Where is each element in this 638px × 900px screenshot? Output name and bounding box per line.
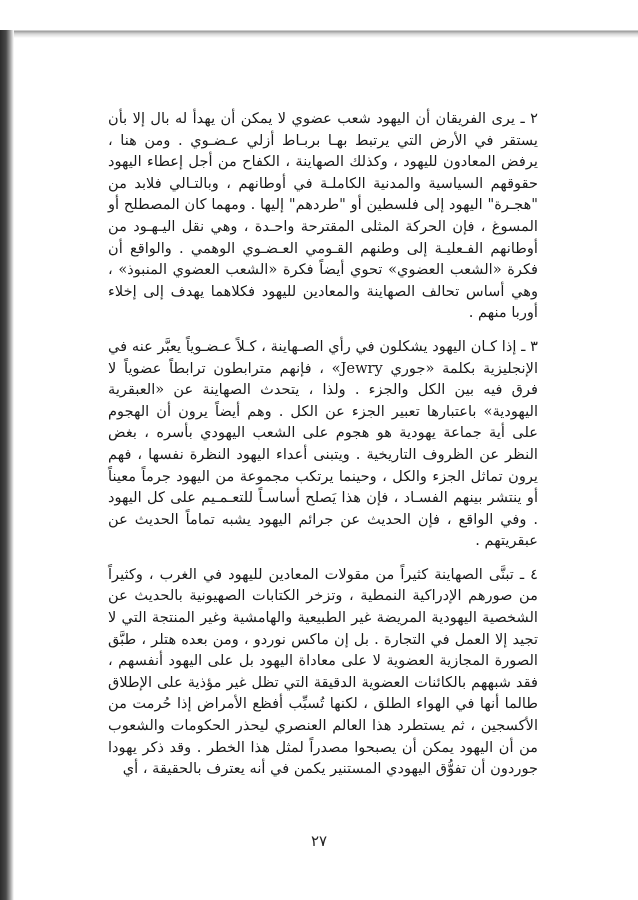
- paragraph-4: ٤ ـ تبنَّى الصهاينة كثيراً من مقولات المعادين لليهود في الغرب ، وكثيراً من صورهم الإدراكية النمطية ، وتزخر الكتابات الصهيونية بالحديث عن الشخصية اليهودية المريضة غير الطبيعية والهامشية وغير المنتجة التي لا تجيد إلا العمل في التجارة . بل إن ماكس نوردو ، ومن بعده هتلر ، طبَّق الصورة المجازية العضوية لا على معاداة اليهود بل على اليهود أنفسهم ، فقد شبههم بالكائنات العضوية الدقيقة التي تظل غير مؤذية على الإطلاق طالما أنها في الهواء الطلق ، لكنها تُسبِّب أفظع الأمراض إذا حُرمت من الأكسجين ، ثم يستطرد هذا العالم العنصري ليحذر الحكومات والشعوب من أن اليهود يمكن أن يصبحوا مصدراً لمثل هذا الخطر . وقد ذكر يهودا جوردون أن تفوُّق اليهودي المستنير يكمن في أنه يعترف بالحقيقة ، أي: [108, 565, 538, 778]
- text-body: [108, 108, 538, 792]
- paragraph-3: ٣ ـ إذا كـان اليهود يشكلون في رأي الصـهاينة ، كـلاً عـضـوياً يعبَّر عنه في الإنجليزية بكلمة «جوري Jewry» ، فإنهم مترابطون ترابطاً عضوياً لا فرق فيه بين الكل والجزء . ولذا ، يتحدث الصهاينة عن «العبقرية اليهودية» باعتبارها تعبير الجزء عن الكل . وهم أيضاً يرون أن الهجوم على أية جماعة يهودية هو هجوم على الشعب اليهودي بأسره ، بغض النظر عن الظروف التاريخية . ويتبنى أعداء اليهود النظرة نفسها ، فهم يرون تماثل الجزء والكل ، وحينما يرتكب مجموعة من اليهود جرماً معيناً أو ينتشر بينهم الفسـاد ، فإن هذا يَصلح أساسـاً للتعـمـيم على كل اليهود . وفي الواقع ، فإن الحديث عن جرائم اليهود يشبه تماماً الحديث عن عبقريتهم .: [108, 337, 538, 550]
- paragraph-2: ٢ ـ يرى الفريقان أن اليهود شعب عضوي لا يمكن أن يهدأ له بال إلا بأن يستقر في الأرض التي يرتبط بهـا بربـاط أزلي عـضـوي . ومن هنا ، يرفض المعادون لليهود ، وكذلك الصهاينة ، الكفاح من أجل إعطاء اليهود حقوقهم السياسية والمدنية الكاملـة في أوطانهم ، وبالتـالي فلابد من "هجـرة" اليهود إلى فلسطين أو "طردهم" إليها . ومهما كان المصطلح أو المسوغ ، فإن الحركة المثلى المقترحة واحـدة ، وهي نقل اليـهـود من أوطانهم الفـعليـة إلى وطنهم القـومي العـضـوي الوهمي . والواقع أن فكرة «الشعب العضوي» تحوي أيضاً فكرة «الشعب العضوي المنبوذ» ، وهي أساس تحالف الصهاينة والمعادين لليهود فكلاهما يهدف إلى إخلاء أوربا منهم .: [108, 110, 538, 322]
- scan-top-edge: [0, 0, 638, 40]
- page-number: ٢٧: [310, 832, 328, 850]
- scan-left-edge: [0, 30, 14, 900]
